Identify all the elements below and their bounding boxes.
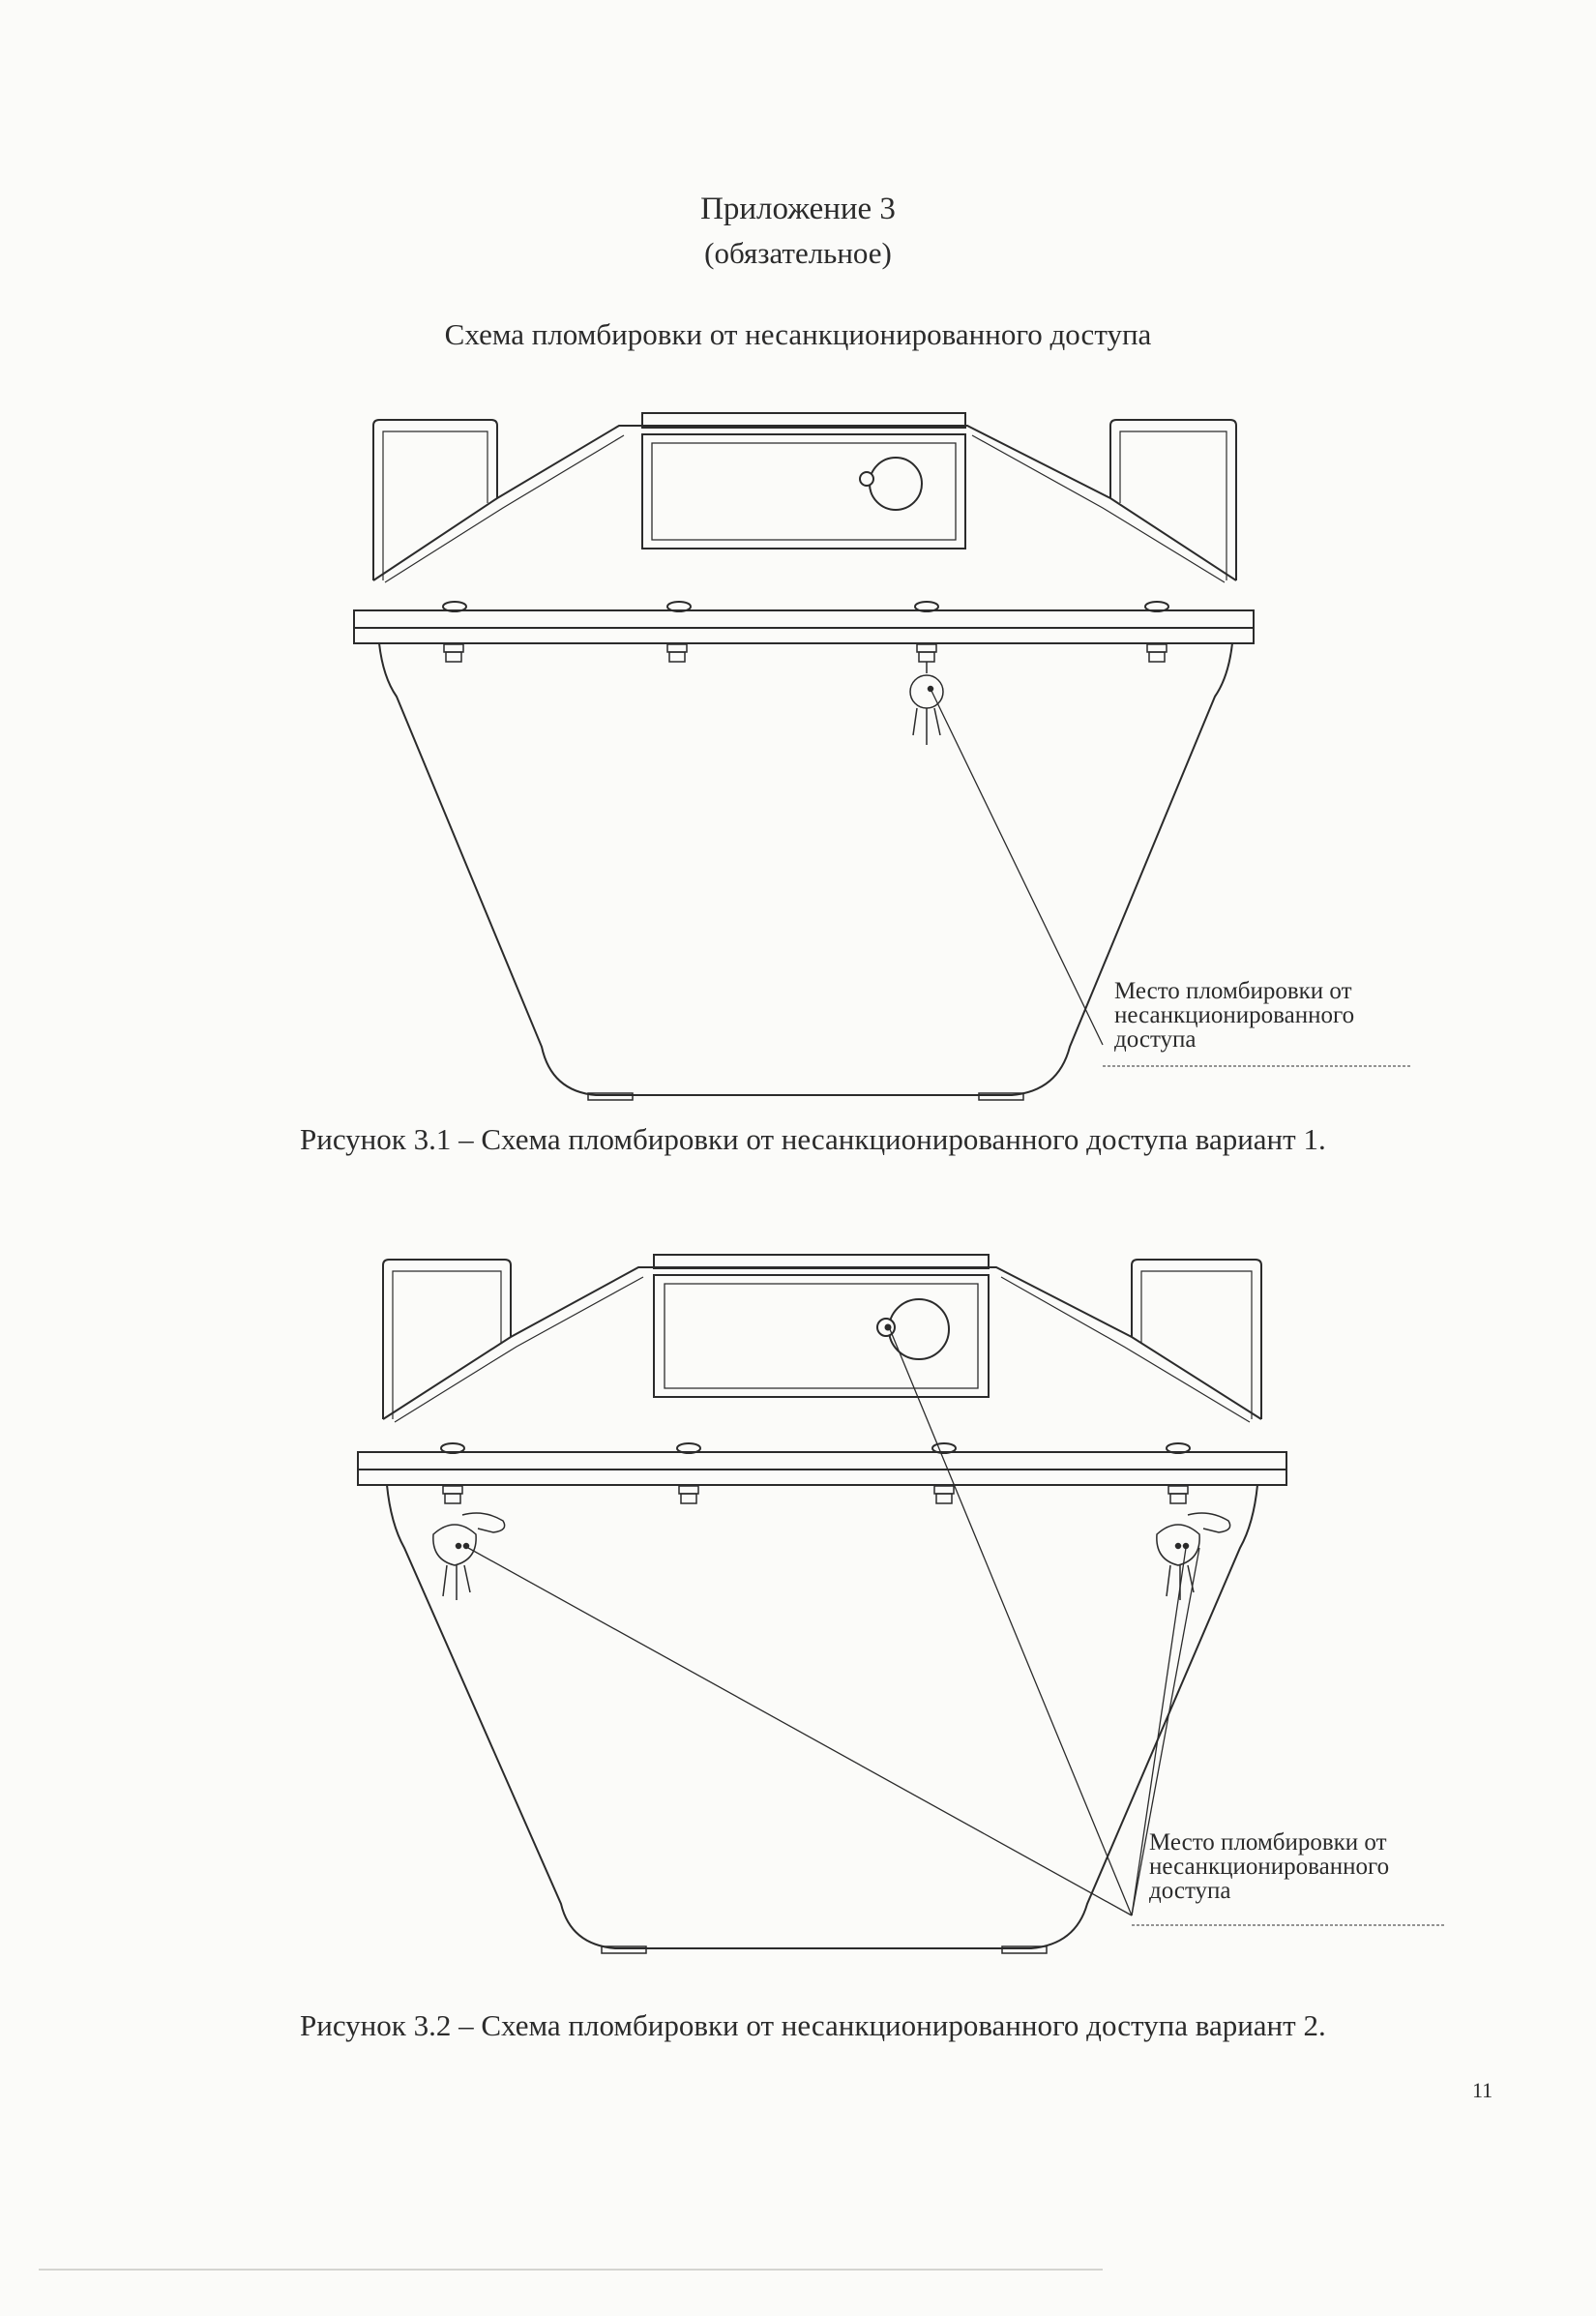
counter-window bbox=[642, 434, 965, 549]
callout-2-leaders bbox=[468, 1329, 1199, 1915]
window-dial bbox=[870, 458, 922, 510]
callout-1 bbox=[1114, 979, 1354, 1052]
callout-1-leader bbox=[931, 689, 1103, 1045]
counter-window bbox=[654, 1275, 989, 1397]
annex-title: Приложение 3 bbox=[700, 192, 896, 226]
lower-body bbox=[379, 643, 1232, 1095]
bottom-rule bbox=[39, 2269, 1103, 2271]
left-pipe-stub bbox=[383, 1260, 511, 1419]
right-pipe-stub bbox=[1110, 420, 1236, 580]
callout-2-line-3: доступа bbox=[1149, 1878, 1231, 1904]
callout-2-line-1: Место пломбировки от bbox=[1149, 1829, 1387, 1856]
callout-2 bbox=[1149, 1830, 1389, 1903]
left-pipe-stub-inner bbox=[383, 431, 488, 580]
seal-left bbox=[433, 1513, 505, 1600]
right-pipe-stub bbox=[1132, 1260, 1261, 1419]
seal-right bbox=[1157, 1513, 1230, 1600]
bolt-nuts bbox=[444, 644, 1167, 662]
section-heading: Схема пломбировки от несанкционированного доступа bbox=[444, 317, 1152, 351]
top-plate bbox=[654, 1255, 989, 1268]
bolt-nuts bbox=[443, 1486, 1188, 1503]
flange-upper bbox=[358, 1452, 1286, 1470]
callout-1-line-1: Место пломбировки от bbox=[1114, 978, 1352, 1004]
figure-2-caption: Рисунок 3.2 – Схема пломбировки от несанкционированного доступа вариант 2. bbox=[300, 2008, 1326, 2042]
callout-1-line-2: несанкционированного bbox=[1114, 1002, 1355, 1028]
callout-1-line-3: доступа bbox=[1114, 1026, 1197, 1053]
right-pipe-stub-inner bbox=[1120, 431, 1227, 580]
flange-lower bbox=[358, 1470, 1286, 1485]
annex-subtitle: (обязательное) bbox=[704, 236, 892, 270]
upper-cover bbox=[373, 426, 1236, 580]
lower-body bbox=[387, 1485, 1257, 1948]
callout-2-line-2: несанкционированного bbox=[1149, 1854, 1390, 1880]
page-number: 11 bbox=[1472, 2078, 1493, 2102]
figure-1-caption: Рисунок 3.1 – Схема пломбировки от несанкционированного доступа вариант 1. bbox=[300, 1122, 1326, 1156]
flange-lower bbox=[354, 628, 1254, 643]
flange-upper bbox=[354, 610, 1254, 628]
left-pipe-stub bbox=[373, 420, 497, 580]
